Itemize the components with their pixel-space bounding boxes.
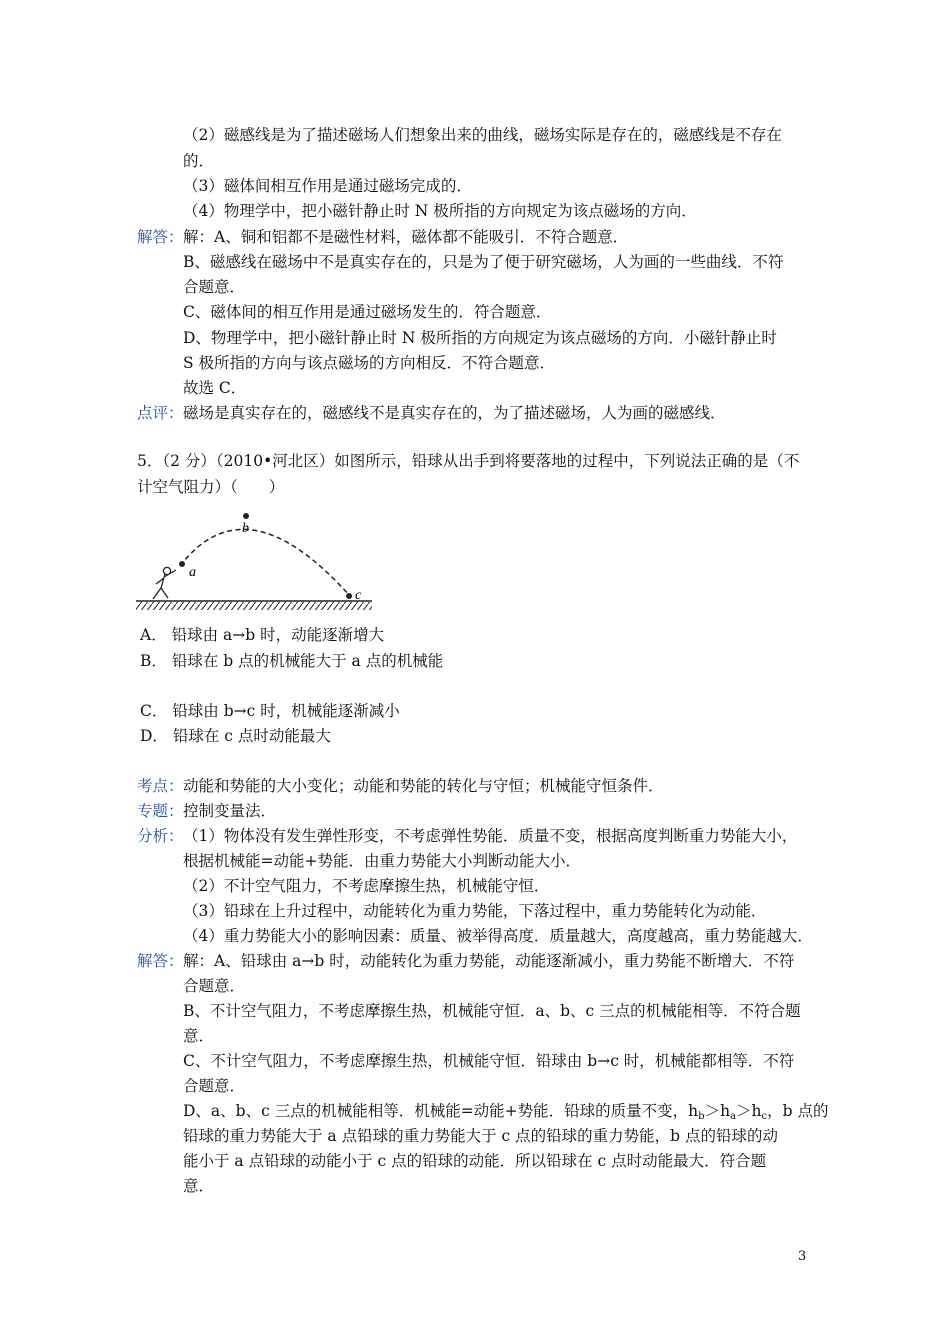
prev-comment: 磁场是真实存在的，磁感线不是真实存在的，为了描述磁场，人为画的磁感线． [183,404,726,422]
fenxi-line-2: （2）不计空气阻力，不考虑摩擦生热，机械能守恒． [183,877,550,895]
ground-hatch [136,602,372,610]
label-a: a [189,565,196,580]
q5-answer-c: C、不计空气阻力，不考虑摩擦生热，机械能守恒．铅球由 b→c 时，机械能都相等．不符 [183,1052,795,1070]
q5-stem: 5．（2 分）（2010•河北区）如图所示，铅球从出手到将要落地的过程中，下列说法正确的是（不 [137,452,800,470]
q5-answer-c-cont: 合题意． [183,1077,246,1095]
q5-answer-label: 解答： [137,952,184,970]
prev-answer-b-cont: 合题意． [183,278,246,296]
prev-answer-label: 解答： [137,228,184,246]
point-b [243,513,249,519]
q5-answer-b-cont: 意． [183,1027,215,1045]
subscript-c: c [761,1111,768,1122]
shot-put-trajectory-figure [134,508,374,612]
q5-answer-d [183,1100,828,1128]
fenxi-line-1: （1）物体没有发生弹性形变，不考虑弹性势能．质量不变，根据高度判断重力势能大小， [183,827,798,845]
q5-stem-cont: 计空气阻力）（ ） [137,478,285,496]
kaodian-text: 动能和势能的大小变化；动能和势能的转化与守恒；机械能守恒条件． [183,777,664,795]
zhuanti-label: 专题： [137,802,184,820]
option-d[interactable]: D． 铅球在 c 点时动能最大 [140,727,331,745]
page-number: 3 [798,1249,807,1264]
thrower-icon [153,567,176,599]
prev-answer-d-cont: S 极所指的方向与该点磁场的方向相反．不符合题意． [183,354,556,372]
prev-answer-b: B、磁感线在磁场中不是真实存在的，只是为了便于研究磁场，人为画的一些曲线．不符 [183,253,784,271]
q5-answer-d-part2: ，b 点的 [767,1102,829,1120]
prev-comment-label: 点评： [137,404,184,422]
q5-answer-a: 解：A、铅球由 a→b 时，动能转化为重力势能，动能逐渐减小，重力势能不断增大．不符 [183,952,795,970]
prev-answer-c: C、磁体间的相互作用是通过磁场发生的．符合题意． [183,303,552,321]
q5-answer-b: B、不计空气阻力，不考虑摩擦生热，机械能守恒．a、b、c 三点的机械能相等．不符合题 [183,1002,801,1020]
subscript-b: b [698,1111,705,1122]
q5-answer-d-cont3: 意． [183,1177,215,1195]
prev-analysis-line-2: （2）磁感线是为了描述磁场人们想象出来的曲线，磁场实际是存在的，磁感线是不存在 [183,126,782,144]
prev-answer-d: D、物理学中，把小磁针静止时 N 极所指的方向规定为该点磁场的方向．小磁针静止时 [183,329,777,347]
q5-answer-d-gt1: ＞h [704,1102,731,1120]
kaodian-label: 考点： [137,777,184,795]
q5-answer-a-cont: 合题意． [183,977,246,995]
zhuanti-text: 控制变量法． [183,802,277,820]
q5-answer-d-part1: D、a、b、c 三点的机械能相等．机械能=动能+势能．铅球的质量不变，h [183,1102,699,1120]
prev-analysis-line-4: （4）物理学中，把小磁针静止时 N 极所指的方向规定为该点磁场的方向． [183,202,697,220]
fenxi-label: 分析： [137,827,184,845]
label-b: b [242,521,249,536]
q5-answer-d-cont2: 能小于 a 点铅球的动能小于 c 点的铅球的动能．所以铅球在 c 点时动能最大．符合题 [183,1152,767,1170]
fenxi-line-4: （4）重力势能大小的影响因素：质量、被举得高度．质量越大，高度越高，重力势能越大． [183,927,813,945]
label-c: c [355,588,362,603]
prev-analysis-line-2-cont: 的． [183,152,215,170]
prev-answer-a: 解：A、铜和铝都不是磁性材料，磁体都不能吸引．不符合题意． [183,228,629,246]
q5-answer-d-cont1: 铅球的重力势能大于 a 点铅球的重力势能大于 c 点的铅球的重力势能，b 点的铅球的动 [183,1127,778,1145]
prev-answer-choice: 故选 C． [183,379,247,397]
option-b[interactable]: B． 铅球在 b 点的机械能大于 a 点的机械能 [140,652,444,670]
point-a [179,561,185,567]
option-a[interactable]: A． 铅球由 a→b 时，动能逐渐增大 [140,626,385,644]
option-c[interactable]: C． 铅球由 b→c 时，机械能逐渐减小 [140,702,400,720]
subscript-a: a [730,1111,737,1122]
fenxi-line-1-cont: 根据机械能=动能+势能．由重力势能大小判断动能大小． [183,852,581,870]
trajectory-path [180,529,350,596]
fenxi-line-3: （3）铅球在上升过程中，动能转化为重力势能，下落过程中，重力势能转化为动能． [183,902,767,920]
point-c [346,593,352,599]
prev-analysis-line-3: （3）磁体间相互作用是通过磁场完成的． [183,177,472,195]
q5-answer-d-gt2: ＞h [736,1102,762,1120]
